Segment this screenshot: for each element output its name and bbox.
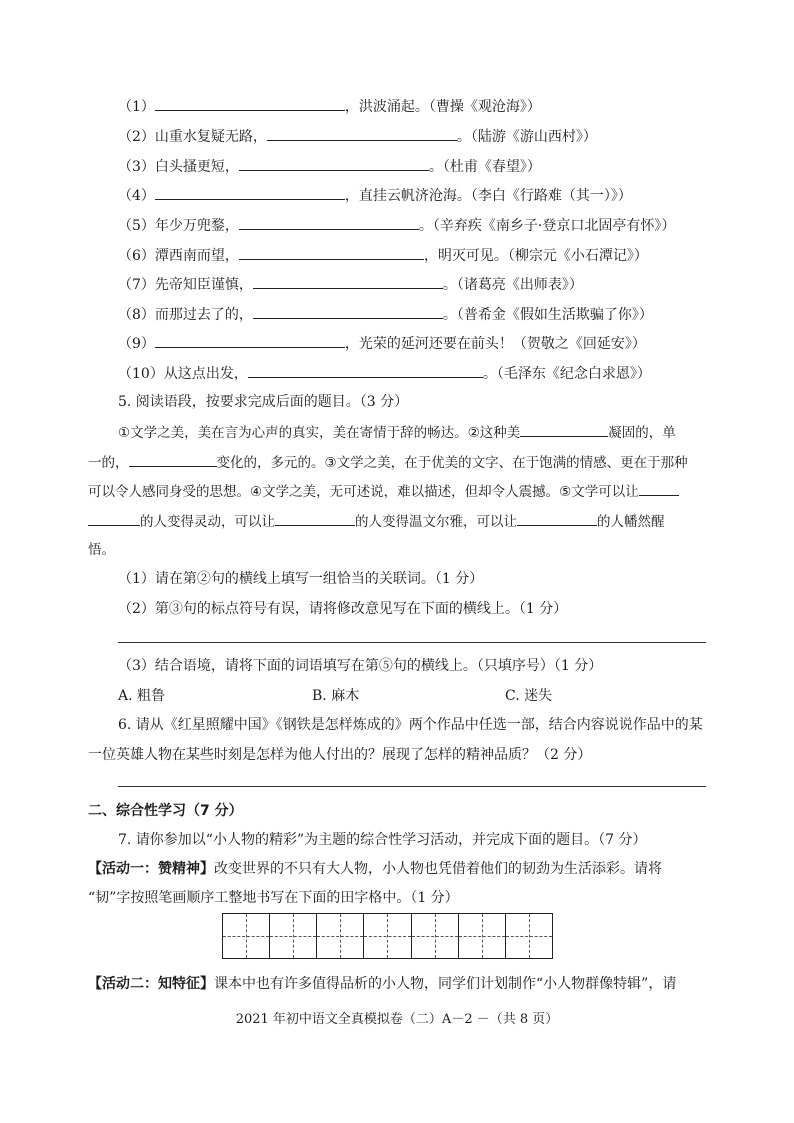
poem-line-1: （1） ，洪波涌起。（曹操《观沧海》）: [118, 95, 541, 117]
poem-line-2: （2）山重水复疑无路， 。（陆游《游山西村》）: [118, 125, 597, 147]
answer-line[interactable]: [118, 642, 706, 643]
poem-source: （毛泽东《纪念白求恩》）: [496, 366, 651, 382]
item-number: （6）: [118, 248, 155, 264]
item-number: （9）: [118, 336, 155, 352]
poem-line-6: （6）潭西南而望， ，明灭可见。（柳宗元《小石潭记》）: [118, 244, 648, 266]
answer-blank[interactable]: [253, 273, 443, 289]
grid-cell[interactable]: [459, 914, 506, 958]
poem-line-3: （3）白头搔更短， 。（杜甫《春望》）: [118, 155, 541, 177]
q5-title: 5. 阅读语段，按要求完成后面的题目。（3 分）: [118, 394, 409, 410]
item-number: （5）: [118, 218, 155, 234]
q5-sub-2: （2）第③句的标点符号有误，请将修改意见写在下面的横线上。（1 分）: [118, 601, 568, 617]
item-number: （8）: [118, 307, 155, 323]
activity-2-label: 【活动二：知特征】: [88, 976, 214, 992]
answer-blank[interactable]: [239, 244, 424, 260]
section-heading: 二、综合性学习（7 分）: [88, 803, 243, 819]
poem-line-8: （8）而那过去了的， 。（普希金《假如生活欺骗了你》）: [118, 303, 653, 325]
answer-blank[interactable]: [517, 510, 597, 526]
q5-sub-3: （3）结合语境，请将下面的词语填写在第⑤句的横线上。（只填序号）（1 分）: [118, 658, 603, 674]
poem-source: （辛弃疾《南乡子·登京口北固亭有怀》）: [432, 218, 676, 234]
option-b: B. 麻木: [312, 688, 360, 704]
poem-source: （陆游《游山西村》）: [470, 129, 597, 145]
answer-blank[interactable]: [267, 125, 457, 141]
answer-blank[interactable]: [639, 480, 679, 496]
answer-blank[interactable]: [248, 362, 483, 378]
poem-source: （普希金《假如生活欺骗了你》）: [456, 307, 653, 323]
poem-line-10: （10）从这点出发， 。（毛泽东《纪念白求恩》）: [118, 362, 651, 384]
q5-passage-line-4: 的人变得灵动，可以让 的人变得温文尔雅，可以让 的人幡然醒: [88, 510, 665, 532]
answer-blank[interactable]: [239, 214, 419, 230]
answer-line[interactable]: [118, 786, 706, 787]
activity-1-line-1: 【活动一：赞精神】改变世界的不只有大人物，小人物也凭借着他们的韧劲为生活添彩。请将: [88, 861, 662, 877]
grid-cell[interactable]: [412, 914, 459, 958]
poem-line-7: （7）先帝知臣谨慎， 。（诸葛亮《出师表》）: [118, 273, 583, 295]
poem-source: （杜甫《春望》）: [442, 159, 541, 175]
item-number: （2）: [118, 129, 155, 145]
grid-cell[interactable]: [364, 914, 411, 958]
poem-source: （曹操《观沧海》）: [428, 99, 541, 115]
activity-2-line-1: 【活动二：知特征】课本中也有许多值得品析的小人物，同学们计划制作“小人物群像特辑”，请: [88, 976, 677, 992]
answer-blank[interactable]: [275, 510, 355, 526]
item-number: （1）: [118, 99, 155, 115]
answer-blank[interactable]: [155, 184, 345, 200]
q6-line-1: 6. 请从《红星照耀中国》《钢铁是怎样炼成的》两个作品中任选一部，结合内容说说作品中的某: [118, 717, 703, 733]
activity-1-line-2: “韧”字按照笔画顺序工整地书写在下面的田字格中。（1 分）: [88, 890, 459, 906]
activity-1-label: 【活动一：赞精神】: [88, 861, 214, 877]
poem-source: （李白《行路难（其一）》）: [470, 188, 632, 204]
answer-blank[interactable]: [520, 421, 608, 437]
poem-line-4: （4） ，直挂云帆济沧海。（李白《行路难（其一）》）: [118, 184, 632, 206]
q5-passage-line-1: ①文学之美，美在言为心声的真实，美在寄情于辞的畅达。②这种美 凝固的，单: [118, 421, 676, 443]
answer-blank[interactable]: [155, 332, 345, 348]
item-number: （10）: [118, 366, 164, 382]
item-number: （4）: [118, 188, 155, 204]
grid-cell[interactable]: [270, 914, 317, 958]
answer-blank[interactable]: [155, 95, 345, 111]
option-a: A. 粗鲁: [118, 688, 166, 704]
poem-source: （诸葛亮《出师表》）: [456, 277, 583, 293]
poem-line-9: （9） ，光荣的延河还要在前头！（贺敬之《回延安》）: [118, 332, 646, 354]
item-number: （7）: [118, 277, 155, 293]
poem-source: （贺敬之《回延安》）: [512, 336, 646, 352]
q6-line-2: 一位英雄人物在某些时刻是怎样为他人付出的？展现了怎样的精神品质？（2 分）: [88, 747, 592, 763]
q5-passage-line-5: 悟。: [88, 542, 115, 558]
item-number: （3）: [118, 159, 155, 175]
grid-cell[interactable]: [506, 914, 552, 958]
answer-blank[interactable]: [253, 303, 443, 319]
q5-sub-1: （1）请在第②句的横线上填写一组恰当的关联词。（1 分）: [118, 571, 484, 587]
poem-line-5: （5）年少万兜鍪， 。（辛弃疾《南乡子·登京口北固亭有怀》）: [118, 214, 675, 236]
q7-title: 7. 请你参加以“小人物的精彩”为主题的综合性学习活动，并完成下面的题目。（7 分）: [118, 832, 647, 848]
q5-passage-line-2: 一的， 变化的，多元的。③文学之美，在于优美的文字、在于饱满的情感、更在于那种: [88, 451, 688, 473]
answer-blank[interactable]: [239, 155, 429, 171]
q5-passage-line-3: 可以令人感同身受的思想。④文学之美，无可述说，难以描述，但却令人震撼。⑤文学可以让: [88, 480, 679, 502]
grid-cell[interactable]: [317, 914, 364, 958]
grid-cell[interactable]: [223, 914, 270, 958]
answer-blank[interactable]: [129, 451, 217, 467]
option-c: C. 迷失: [505, 688, 553, 704]
answer-blank[interactable]: [88, 510, 140, 526]
poem-source: （柳宗元《小石潭记》）: [507, 248, 648, 264]
tianzige-writing-grid[interactable]: [222, 913, 553, 959]
page-footer: 2021 年初中语文全真模拟卷（二）A－2 －（共 8 页）: [235, 1012, 559, 1027]
